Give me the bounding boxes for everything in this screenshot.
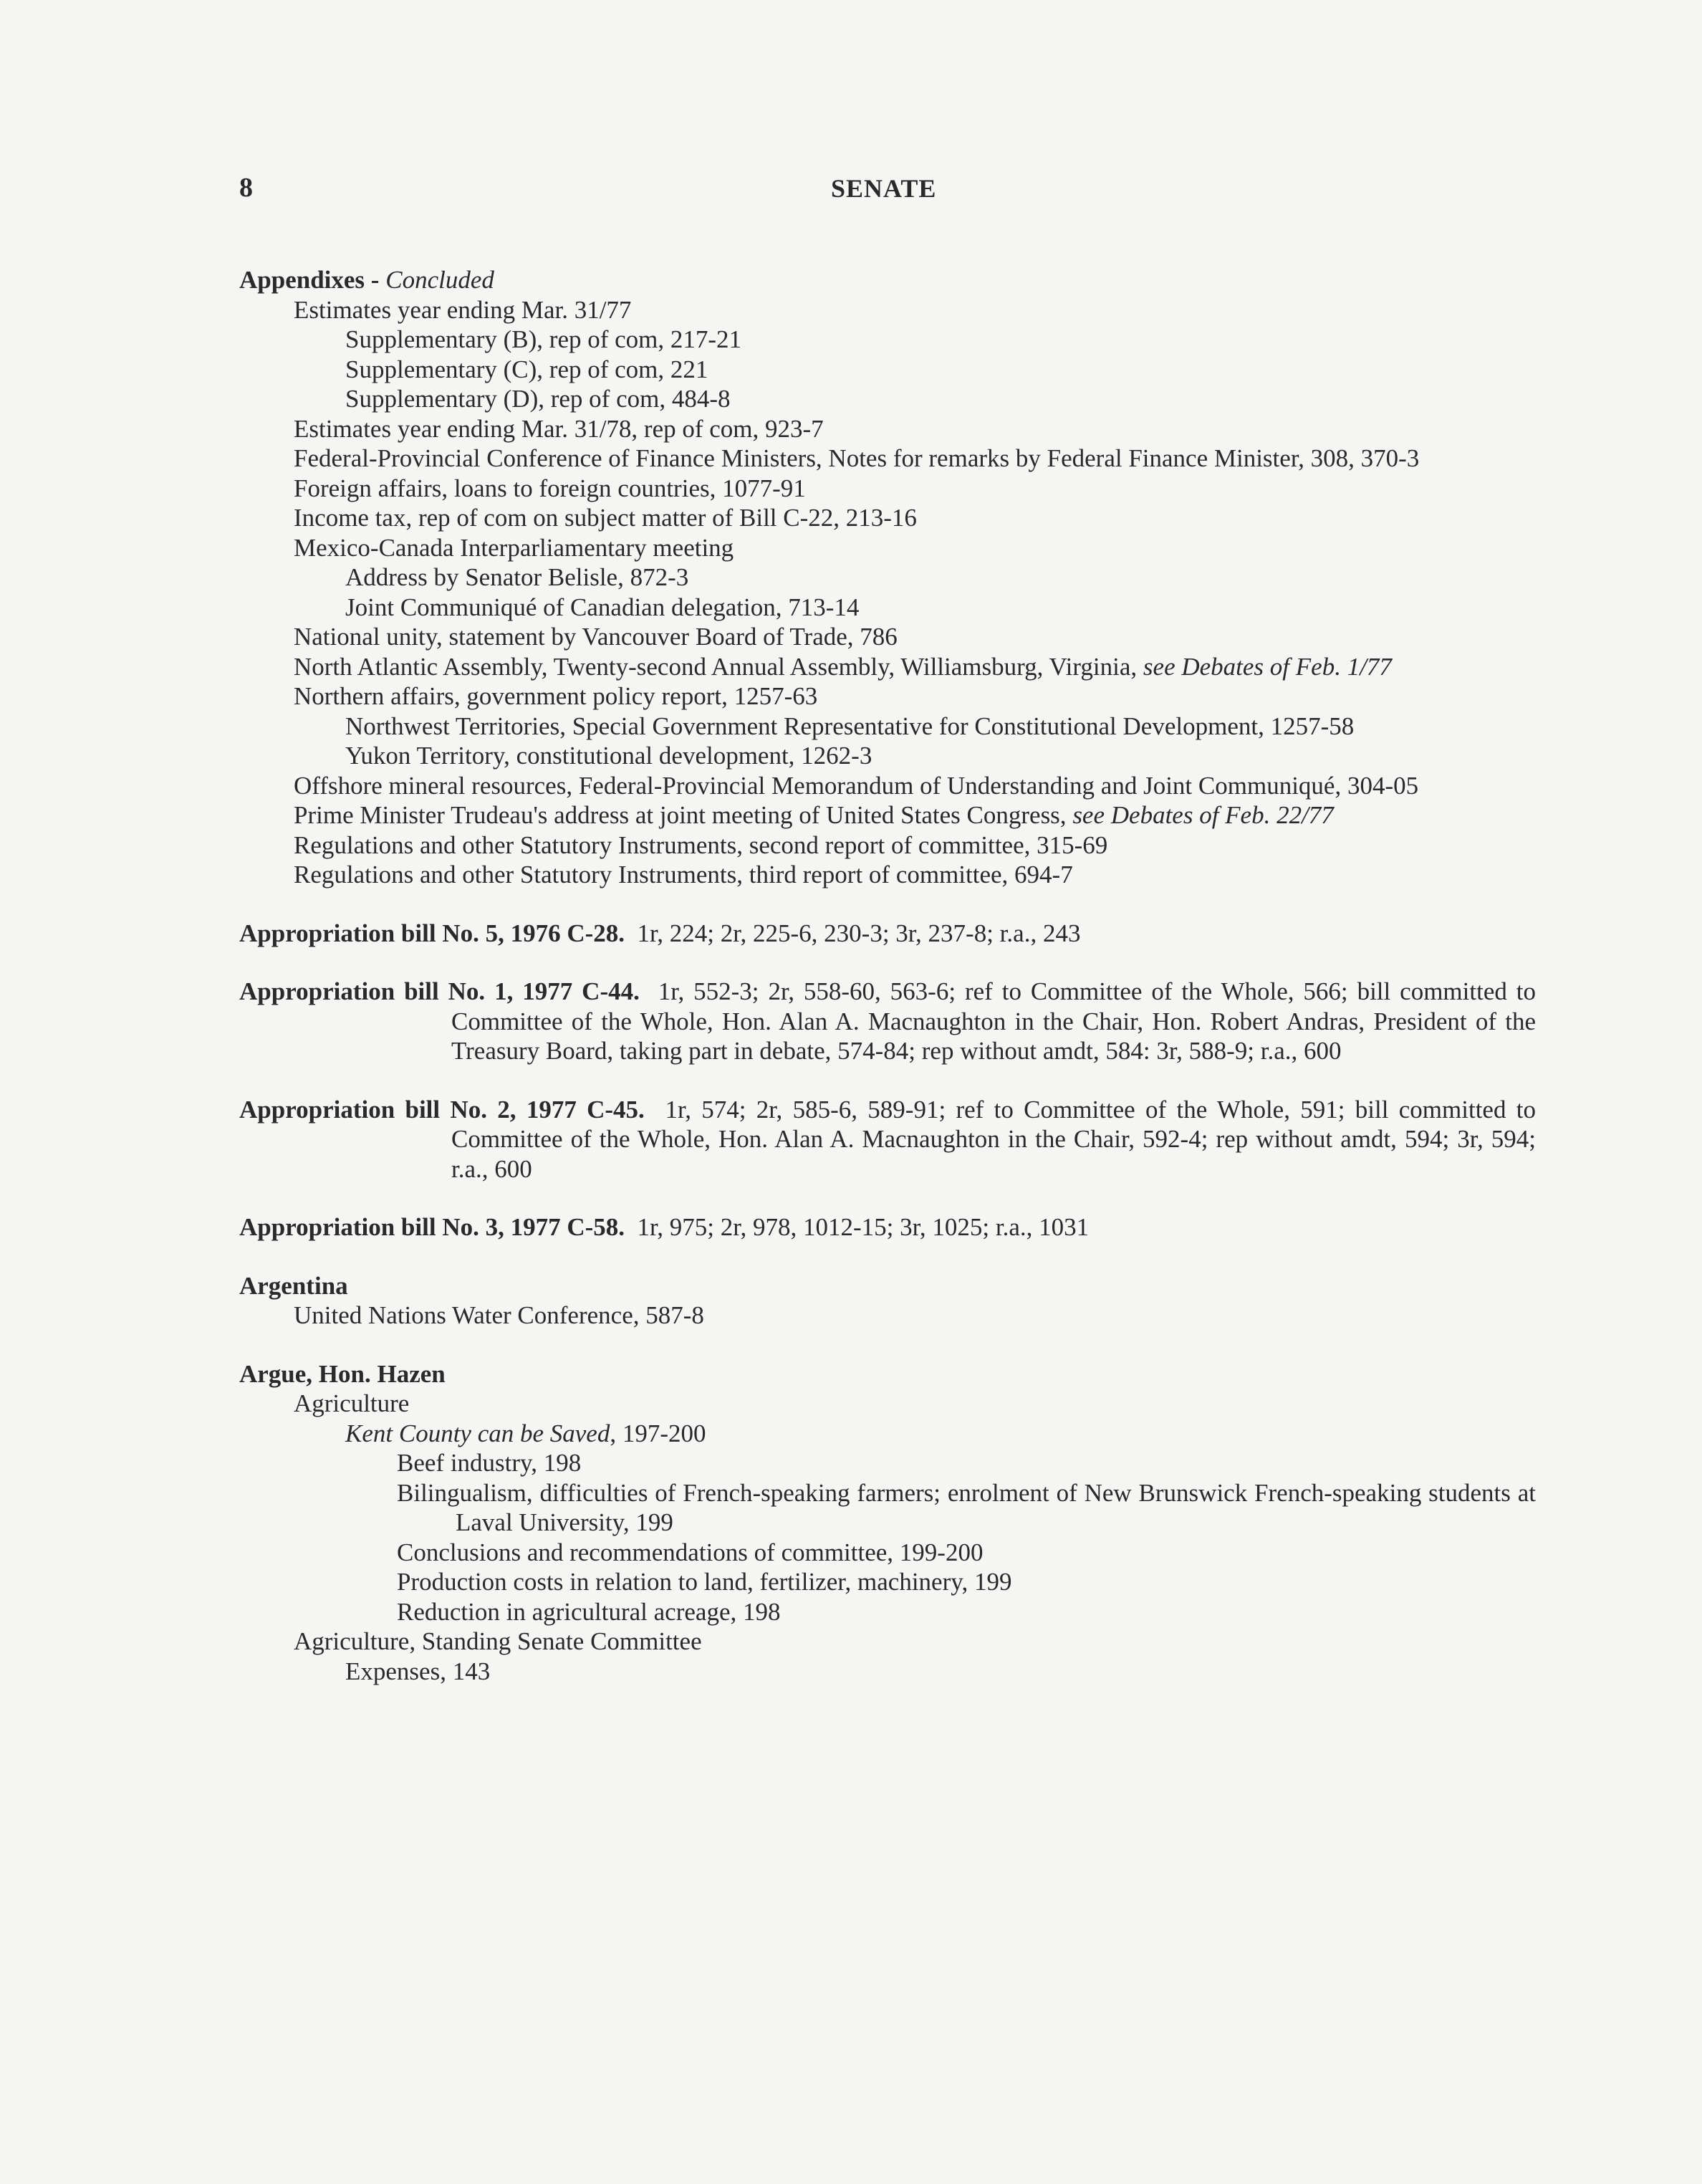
index-line: Conclusions and recommendations of committee, 199-200 [397,1538,984,1566]
bill-text: 1r, 552-3; 2r, 558-60, 563-6; ref to Committee of the Whole, 566; bill committed to Committee of the Whole, Hon. Alan A. Macnaughton in the Chair, Hon. Robert Andras, President of the Treasury Board, taking part in debate, 574-84; rep without amdt, 584: 3r, 588-9; r.a., 600 [451,977,1536,1065]
index-line: Federal-Provincial Conference of Finance Ministers, Notes for remarks by Federal Finance Minister, 308, 370-3 [294,444,1420,472]
index-line: Agriculture [294,1389,410,1417]
index-line: Supplementary (D), rep of com, 484-8 [345,385,731,413]
entry-argue [239,1359,1536,1687]
index-line: United Nations Water Conference, 587-8 [294,1301,704,1329]
index-line: Regulations and other Statutory Instruments, second report of committee, 315-69 [294,830,1108,859]
entry-heading: Appendixes - Concluded [239,266,494,294]
index-line: North Atlantic Assembly, Twenty-second Annual Assembly, Williamsburg, Virginia, see Debates of Feb. 1/77 [294,652,1392,681]
index-body [239,265,1536,1715]
index-line: Prime Minister Trudeau's address at joint meeting of United States Congress, see Debates of Feb. 22/77 [294,801,1334,829]
index-line: Production costs in relation to land, fertilizer, machinery, 199 [397,1568,1012,1596]
index-line: Estimates year ending Mar. 31/77 [294,295,632,324]
bill-title: Appropriation bill No. 1, 1977 C-44. [239,977,640,1005]
index-line: Joint Communiqué of Canadian delegation, 713-14 [345,593,860,621]
index-line: Beef industry, 198 [397,1449,582,1477]
index-line: Agriculture, Standing Senate Committee [294,1627,702,1655]
index-line: Foreign affairs, loans to foreign countries, 1077-91 [294,474,806,502]
index-line: Supplementary (C), rep of com, 221 [345,355,708,383]
entry-heading: Argentina [239,1271,348,1300]
index-line: Bilingualism, difficulties of French-speaking farmers; enrolment of New Brunswick French-speaking students at Laval University, 199 [397,1478,1536,1536]
cross-reference: see Debates of Feb. 22/77 [1072,801,1334,829]
index-line: Northwest Territories, Special Government Representative for Constitutional Development, 1257-58 [345,712,1355,740]
cross-reference: see Debates of Feb. 1/77 [1143,652,1392,681]
index-line: National unity, statement by Vancouver Board of Trade, 786 [294,623,898,651]
index-line: Mexico-Canada Interparliamentary meeting [294,533,734,562]
index-line: Regulations and other Statutory Instruments, third report of committee, 694-7 [294,861,1073,889]
bill-title: Appropriation bill No. 3, 1977 C-58. [239,1213,625,1241]
index-line: Expenses, 143 [345,1657,491,1685]
book-title: Kent County can be Saved [345,1419,610,1447]
entry-argentina [239,1271,1536,1331]
index-line: Kent County can be Saved, 197-200 [345,1419,706,1447]
index-line: Supplementary (B), rep of com, 217-21 [345,325,742,353]
index-line: Address by Senator Belisle, 872-3 [345,563,689,591]
index-line: Offshore mineral resources, Federal-Provincial Memorandum of Understanding and Joint Communiqué, 304-05 [294,771,1419,800]
running-head: SENATE [831,174,937,203]
entry-bill [239,1212,1536,1242]
entry-heading: Argue, Hon. Hazen [239,1359,446,1388]
index-line: Income tax, rep of com on subject matter of Bill C-22, 213-16 [294,504,917,532]
bill-text: 1r, 574; 2r, 585-6, 589-91; ref to Committee of the Whole, 591; bill committed to Committee of the Whole, Hon. Alan A. Macnaughton in the Chair, 592-4; rep without amdt, 594; 3r, 594; r.a., 600 [451,1095,1536,1183]
bill-title: Appropriation bill No. 2, 1977 C-45. [239,1095,645,1124]
index-line: Reduction in agricultural acreage, 198 [397,1597,781,1626]
bill-text: 1r, 224; 2r, 225-6, 230-3; 3r, 237-8; r.a., 243 [637,919,1081,947]
index-line: Northern affairs, government policy report, 1257-63 [294,682,818,710]
entry-bill [239,977,1536,1066]
entry-bill [239,919,1536,949]
index-line: Yukon Territory, constitutional development, 1262-3 [345,742,872,770]
bill-title: Appropriation bill No. 5, 1976 C-28. [239,919,625,947]
index-line: Estimates year ending Mar. 31/78, rep of com, 923-7 [294,414,824,443]
bill-text: 1r, 975; 2r, 978, 1012-15; 3r, 1025; r.a., 1031 [637,1213,1090,1241]
page-number: 8 [239,173,253,203]
entry-bill [239,1095,1536,1184]
entry-appendixes [239,265,1536,890]
